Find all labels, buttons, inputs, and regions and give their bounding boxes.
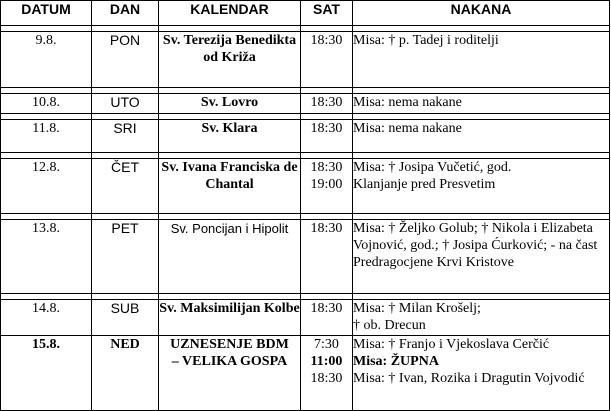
intent-cell xyxy=(353,159,610,214)
table-row xyxy=(1,159,610,214)
time-value: 19:00 xyxy=(310,177,343,192)
intent-line: Klanjanje pred Presvetim xyxy=(353,177,496,192)
day-cell: NED xyxy=(92,336,159,411)
calendar-cell: UZNESENJE BDM – VELIKA GOSPA xyxy=(159,336,301,411)
table-row xyxy=(1,336,610,411)
time-value: 18:30 xyxy=(310,33,343,48)
intent-line: † ob. Drecun xyxy=(353,318,426,333)
day-cell: ČET xyxy=(92,159,159,214)
intent-line: Misa: † Željko Golub; † Nikola i Elizabeta Vojnović, god.; † Josipa Ćurković; - na čast Predragocjene Krvi Kristove xyxy=(353,221,598,270)
intent-line: Misa: † Franjo i Vjekoslava Cerčić xyxy=(353,337,550,352)
time-value: 18:30 xyxy=(310,95,343,110)
day-cell: PON xyxy=(92,32,159,88)
intent-line: Misa: † Josipa Vučetić, god. xyxy=(353,160,512,175)
intent-cell xyxy=(353,94,610,114)
header-row xyxy=(1,1,610,26)
table-row xyxy=(1,300,610,336)
time-cell xyxy=(301,94,353,114)
table-row xyxy=(1,220,610,294)
date-cell: 14.8. xyxy=(1,300,92,336)
table-row xyxy=(1,120,610,153)
header-datum: DATUM xyxy=(1,1,92,26)
intent-line: Misa: † p. Tadej i roditelji xyxy=(353,33,499,48)
calendar-cell: Sv. Poncijan i Hipolit xyxy=(159,220,301,294)
header-dan: DAN xyxy=(92,1,159,26)
time-cell xyxy=(301,336,353,411)
time-value: 18:30 xyxy=(310,121,343,136)
date-cell: 11.8. xyxy=(1,120,92,153)
calendar-cell: Sv. Lovro xyxy=(159,94,301,114)
intent-cell xyxy=(353,120,610,153)
intent-cell xyxy=(353,220,610,294)
time-value: 7:30 xyxy=(314,337,339,352)
intent-line: Misa: † Ivan, Rozika i Dragutin Vojvodić xyxy=(353,371,585,386)
intent-line: Misa: ŽUPNA xyxy=(353,354,439,369)
intent-cell xyxy=(353,300,610,336)
intent-line: Misa: nema nakane xyxy=(353,121,462,136)
table-row xyxy=(1,32,610,88)
date-cell: 15.8. xyxy=(1,336,92,411)
day-cell: SUB xyxy=(92,300,159,336)
time-cell xyxy=(301,32,353,88)
day-cell: SRI xyxy=(92,120,159,153)
intent-cell xyxy=(353,336,610,411)
date-cell: 12.8. xyxy=(1,159,92,214)
calendar-cell: Sv. Ivana Franciska de Chantal xyxy=(159,159,301,214)
time-cell xyxy=(301,300,353,336)
day-cell: UTO xyxy=(92,94,159,114)
header-nakana: NAKANA xyxy=(353,1,610,26)
date-cell: 10.8. xyxy=(1,94,92,114)
date-cell: 13.8. xyxy=(1,220,92,294)
time-cell xyxy=(301,159,353,214)
time-cell xyxy=(301,220,353,294)
intent-line: Misa: † Milan Krošelj; xyxy=(353,301,481,316)
date-cell: 9.8. xyxy=(1,32,92,88)
time-value: 18:30 xyxy=(310,160,343,175)
time-value: 18:30 xyxy=(310,371,343,386)
table-row xyxy=(1,94,610,114)
calendar-cell: Sv. Maksimilijan Kolbe xyxy=(159,300,301,336)
intent-line: Misa: nema nakane xyxy=(353,95,462,110)
intent-cell xyxy=(353,32,610,88)
time-value: 18:30 xyxy=(310,301,343,316)
time-cell xyxy=(301,120,353,153)
day-cell: PET xyxy=(92,220,159,294)
calendar-cell: Sv. Terezija Benedikta od Križa xyxy=(159,32,301,88)
header-kalendar: KALENDAR xyxy=(159,1,301,26)
calendar-cell: Sv. Klara xyxy=(159,120,301,153)
header-sat: SAT xyxy=(301,1,353,26)
time-value: 11:00 xyxy=(310,354,343,369)
time-value: 18:30 xyxy=(310,221,343,236)
